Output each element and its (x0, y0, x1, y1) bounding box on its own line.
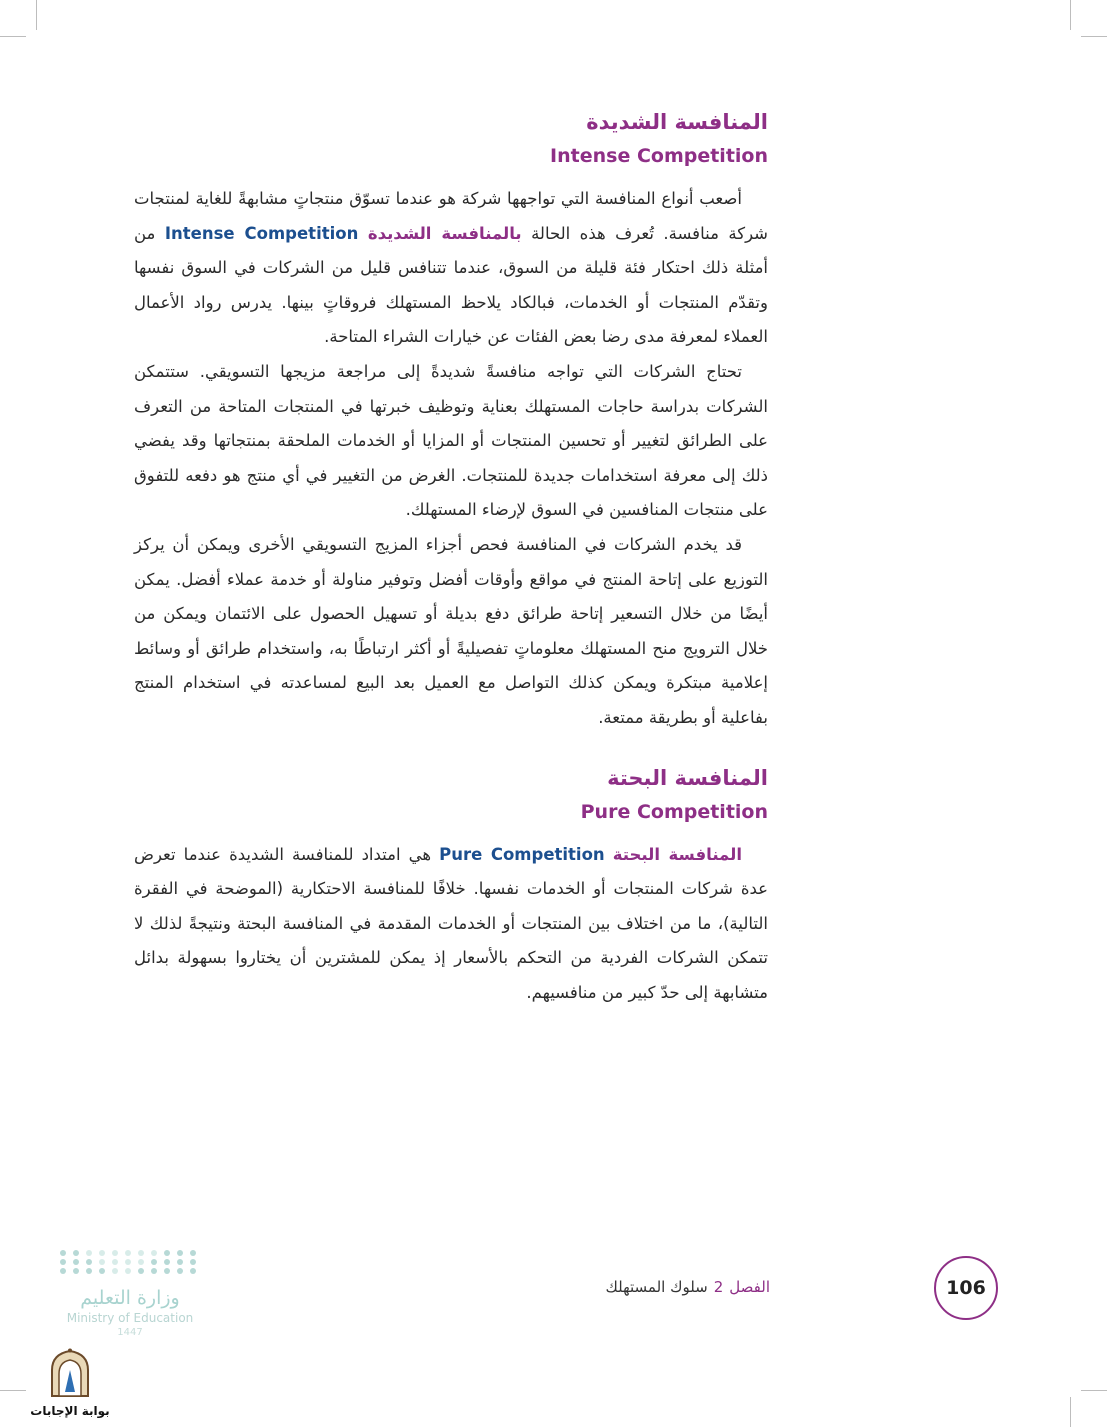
keyword-pure-en: Pure Competition (439, 844, 605, 864)
portal-label: بوابة الإجابات (30, 1404, 110, 1418)
keyword-intense-ar: بالمنافسة الشديدة (367, 223, 522, 243)
chapter-number: 2 (713, 1278, 724, 1296)
keyword-intense-en: Intense Competition (164, 223, 359, 243)
paragraph-intense-2: تحتاج الشركات التي تواجه منافسةً شديدةً إلى مراجعة مزيجها التسويقي. ستتمكن الشركات بدراسة حاجات المستهلك بعناية وتوظيف خبرتها في المنتجات المتاحة من التعرف على الطرائق لتغيير أو تحسين المنتجات أو المزايا أو الخدمات الملحقة بمنتجاتها وقد يفضي ذلك إلى معرفة استخدامات جديدة للمنتجات. الغرض من التغيير في أي منتج هو دفعه للتفوق على منتجات المنافسين في السوق لإرضاء المستهلك. (134, 361, 768, 520)
ministry-name-en: Ministry of Education (66, 1311, 194, 1325)
crop-mark (0, 36, 26, 37)
crop-mark (1070, 1397, 1071, 1427)
paragraph-intense-1 (134, 182, 768, 355)
crop-mark (1070, 0, 1071, 30)
paragraph-intense-3: قد يخدم الشركات في المنافسة فحص أجزاء المزيج التسويقي الأخرى ويمكن أن يركز التوزيع على إتاحة المنتج في مواقع وأوقات أفضل وتوفير مناولة أو خدمة عملاء أفضل. يمكن أيضًا من خلال التسعير إتاحة طرائق دفع بديلة أو تسهيل الحصول على الائتمان ويمكن من خلال الترويج منح المستهلك معلوماتٍ تفصيليةً أو أكثر ارتباطًا به، واستخدام طرائق أو وسائط إعلامية مبتكرة ويمكن كذلك التواصل مع العميل بعد البيع لمساعدته في استخدام المنتج بفاعلية أو بطريقة ممتعة. (134, 534, 768, 727)
ministry-name-ar: وزارة التعليم (80, 1287, 180, 1309)
crop-mark (0, 1390, 26, 1391)
chapter-label: الفصل (729, 1278, 770, 1296)
section-heading-intense-ar: المنافسة الشديدة (586, 110, 768, 134)
chapter-footer (560, 1278, 770, 1296)
chapter-title: سلوك المستهلك (605, 1278, 708, 1296)
portal-dome-icon (48, 1348, 92, 1398)
section-heading-pure-ar: المنافسة البحتة (607, 765, 768, 790)
ministry-dots-icon (60, 1250, 200, 1274)
paragraph-text: هي امتداد للمنافسة الشديدة عندما تعرض عدة شركات المنتجات أو الخدمات نفسها. خلافًا للمنافسة الاحتكارية (الموضحة في الفقرة التالية)، ما من اختلاف بين المنتجات أو الخدمات المقدمة في المنافسة البحتة ونتيجةً لذلك لا تتمكن الشركات الفردية من التحكم بالأسعار إذ يمكن للمشترين أن يختاروا بسهولة بدائل متشابهة إلى حدّ كبير من منافسيهم. (134, 844, 768, 1002)
answers-portal-logo (30, 1348, 110, 1418)
page-number-badge: 106 (934, 1256, 998, 1320)
crop-mark (1081, 1390, 1107, 1391)
ministry-year: 1447 (117, 1327, 143, 1338)
section-gap (134, 736, 768, 760)
page-content (134, 104, 768, 1010)
paragraph-text: أصعب أنواع المنافسة التي تواجهها شركة هو عندما تسوّق منتجاتٍ مشابهةً للغاية لمنتجات شركة منافسة. تُعرف هذه الحالة (134, 189, 768, 243)
paragraph-pure-1 (134, 838, 768, 1011)
paragraph-text: من أمثلة ذلك احتكار فئة قليلة من السوق، عندما تتنافس قليل من الشركات في السوق نفسها وتقدّم المنتجات أو الخدمات، فبالكاد يلاحظ المستهلك فروقاتٍ بينها. يدرس رواد الأعمال العملاء لمعرفة مدى رضا بعض الفئات عن خيارات الشراء المتاحة. (134, 223, 768, 347)
crop-mark (36, 0, 37, 30)
section-heading-pure-en: Pure Competition (580, 800, 768, 823)
crop-mark (1081, 36, 1107, 37)
section-heading-intense-en: Intense Competition (550, 145, 768, 167)
ministry-logo (60, 1250, 200, 1340)
keyword-pure-ar: المنافسة البحتة (612, 844, 742, 864)
